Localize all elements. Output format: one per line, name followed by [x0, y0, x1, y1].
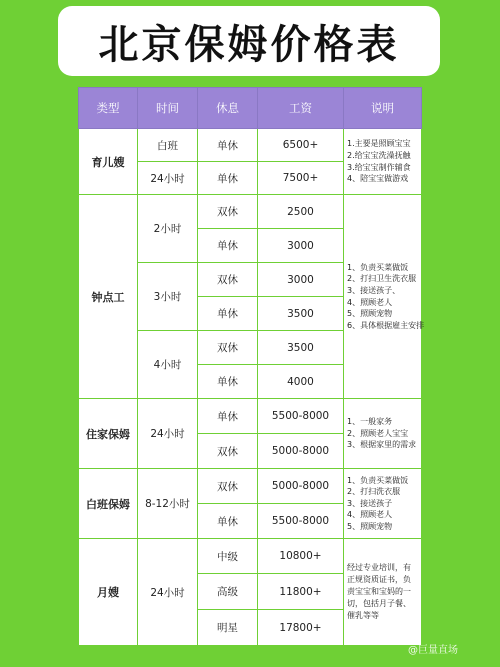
rest-cell: 双休 [198, 469, 258, 504]
wage-cell: 5000-8000 [258, 434, 344, 469]
type-cell: 钟点工 [79, 195, 138, 399]
time-cell: 24小时 [138, 162, 198, 195]
header-type: 类型 [79, 88, 138, 129]
time-cell: 24小时 [138, 539, 198, 646]
rest-cell: 双休 [198, 331, 258, 365]
watermark-text: @巨量直场 [408, 645, 458, 656]
price-table-container [78, 87, 425, 646]
note-line: 2、打扫洗衣服 [347, 487, 401, 497]
note-cell [344, 469, 422, 539]
table-header-row [79, 88, 422, 129]
note-line: 2、打扫卫生洗衣服 [347, 274, 417, 284]
note-line: 2.给宝宝洗澡抚触 [347, 150, 411, 160]
note-line: 1、一般家务 [347, 417, 393, 427]
header-wage: 工资 [258, 88, 344, 129]
note-line: 3.给宝宝制作辅食 [347, 162, 411, 172]
rest-cell: 双休 [198, 434, 258, 469]
rest-cell: 单休 [198, 365, 258, 399]
level-cell: 中级 [198, 539, 258, 574]
rest-cell: 单休 [198, 162, 258, 195]
note-line: 4、照顾老人 [347, 297, 393, 307]
time-cell: 2小时 [138, 195, 198, 263]
note-line: 1、负责买菜做饭 [347, 262, 409, 272]
wage-cell: 6500+ [258, 129, 344, 162]
wage-cell: 5500-8000 [258, 504, 344, 539]
time-cell: 白班 [138, 129, 198, 162]
note-line: 3、接送孩子、 [347, 285, 401, 295]
note-cell [344, 129, 422, 195]
rest-cell: 单休 [198, 504, 258, 539]
wage-cell: 5000-8000 [258, 469, 344, 504]
rest-cell: 单休 [198, 399, 258, 434]
page-title: 北京保姆价格表 [98, 21, 400, 68]
table-row [79, 195, 422, 229]
header-rest: 休息 [198, 88, 258, 129]
note-line: 3、根据家里的需求 [347, 440, 417, 450]
note-cell [344, 399, 422, 469]
note-line: 4、照顾老人 [347, 510, 393, 520]
rest-cell: 双休 [198, 263, 258, 297]
note-line: 5、照顾宠物 [347, 521, 393, 531]
type-cell: 住家保姆 [79, 399, 138, 469]
wage-cell: 10800+ [258, 539, 344, 574]
type-cell: 白班保姆 [79, 469, 138, 539]
rest-cell: 单休 [198, 129, 258, 162]
type-cell: 月嫂 [79, 539, 138, 646]
title-banner [58, 6, 440, 76]
note-line: 2、照顾老人宝宝 [347, 428, 409, 438]
note-line: 3、接送孩子 [347, 498, 393, 508]
note-line: 4、陪宝宝做游戏 [347, 174, 409, 184]
rest-cell: 双休 [198, 195, 258, 229]
price-table [78, 87, 425, 646]
table-row [79, 399, 422, 434]
note-line: 6、具体根据雇主安排 [347, 320, 425, 330]
table-row [79, 539, 422, 574]
rest-cell: 单休 [198, 297, 258, 331]
type-cell: 育儿嫂 [79, 129, 138, 195]
table-row [79, 129, 422, 162]
note-line: 1、负责买菜做饭 [347, 475, 409, 485]
time-cell: 3小时 [138, 263, 198, 331]
wage-cell: 3000 [258, 229, 344, 263]
wage-cell: 5500-8000 [258, 399, 344, 434]
header-time: 时间 [138, 88, 198, 129]
wage-cell: 11800+ [258, 574, 344, 610]
rest-cell: 单休 [198, 229, 258, 263]
level-cell: 明星 [198, 610, 258, 646]
note-line: 5、照顾宠物 [347, 309, 393, 319]
wage-cell: 3500 [258, 331, 344, 365]
wage-cell: 3500 [258, 297, 344, 331]
wage-cell: 17800+ [258, 610, 344, 646]
wage-cell: 2500 [258, 195, 344, 229]
level-cell: 高级 [198, 574, 258, 610]
time-cell: 4小时 [138, 331, 198, 399]
time-cell: 24小时 [138, 399, 198, 469]
note-cell: 经过专业培训，有正规资质证书，负责宝宝和宝妈的一切，包括月子餐、催乳等等 [344, 539, 422, 646]
wage-cell: 4000 [258, 365, 344, 399]
table-row [79, 469, 422, 504]
header-note: 说明 [344, 88, 422, 129]
wage-cell: 3000 [258, 263, 344, 297]
wage-cell: 7500+ [258, 162, 344, 195]
note-line: 1.主要是照顾宝宝 [347, 139, 411, 149]
time-cell: 8-12小时 [138, 469, 198, 539]
note-cell [344, 195, 425, 399]
